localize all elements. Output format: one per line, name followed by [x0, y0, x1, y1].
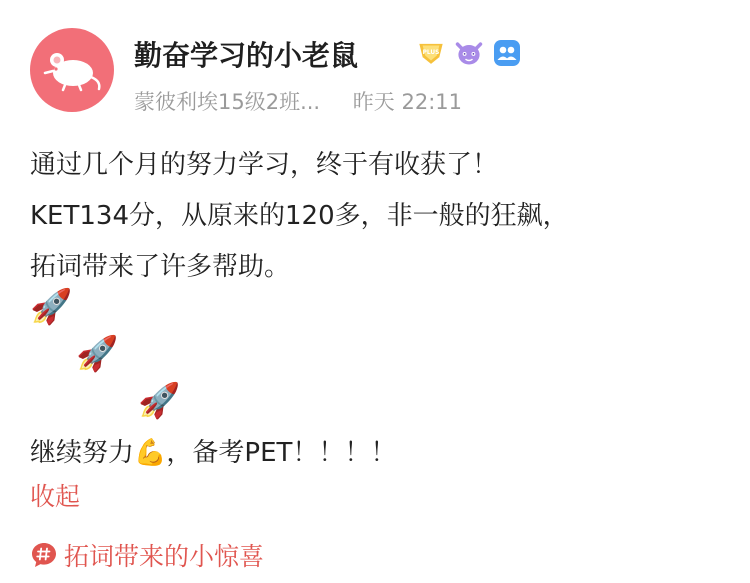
plus-badge-label: PLUS [422, 49, 440, 56]
people-icon [493, 39, 521, 67]
post-text-line: 通过几个月的努力学习，终于有收获了！ [30, 150, 499, 180]
post-time: 昨天 22:11 [352, 90, 462, 114]
plus-badge[interactable] [416, 38, 446, 68]
post-content [30, 140, 720, 293]
rocket-emoji: 🚀 [76, 334, 119, 374]
topic-label: 拓词带来的小惊喜 [64, 542, 265, 571]
final-text: 继续努力 [30, 438, 135, 468]
post-text-line: 拓词带来了许多帮助。 [30, 252, 291, 282]
rocket-emoji: 🚀 [30, 287, 73, 327]
mouse-icon [41, 47, 103, 93]
muscle-emoji: 💪 [134, 438, 167, 468]
post-text-line: KET134分，从原来的120多，非一般的狂飙， [30, 201, 569, 231]
post-header [30, 28, 720, 118]
monster-badge-icon [454, 37, 484, 69]
post-meta [134, 86, 462, 116]
hashtag-icon [30, 541, 58, 569]
post-final-line [30, 428, 396, 479]
class-name[interactable]: 蒙彼利埃15级2班... [134, 90, 321, 114]
collapse-link[interactable]: 收起 [30, 482, 81, 511]
final-rest: ，备考PET！！！！ [166, 438, 397, 468]
monster-badge[interactable] [454, 38, 484, 68]
rocket-emoji: 🚀 [138, 381, 181, 421]
topic-tag[interactable] [30, 537, 264, 573]
avatar[interactable] [30, 28, 114, 112]
badge-group [416, 38, 522, 68]
group-badge[interactable] [492, 38, 522, 68]
author-name[interactable]: 勤奋学习的小老鼠 [134, 39, 359, 72]
plus-badge-icon [416, 38, 446, 68]
